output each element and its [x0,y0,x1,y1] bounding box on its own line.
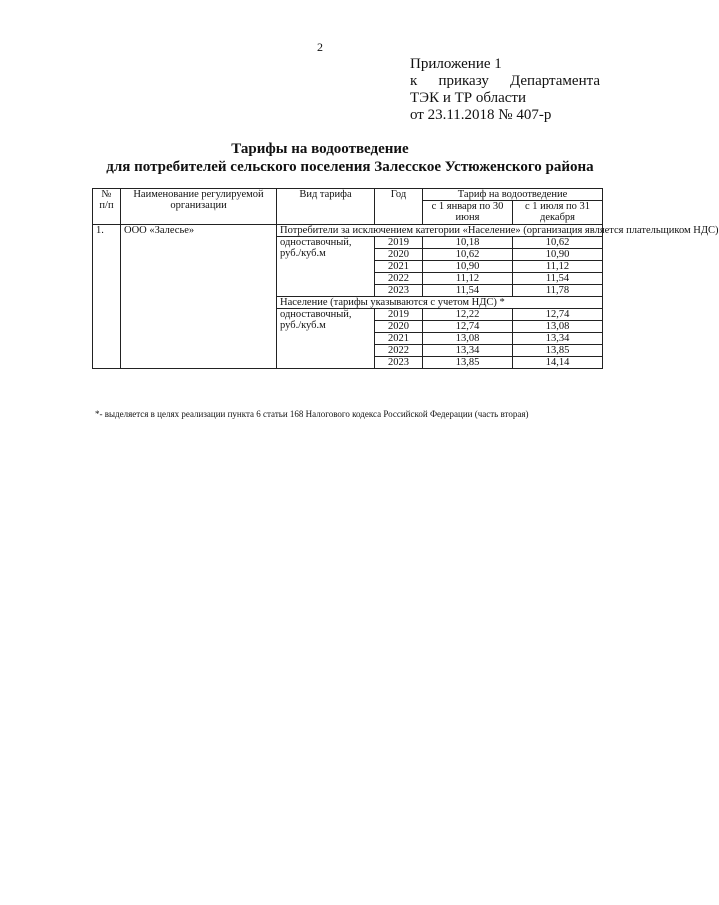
appendix-word: Департамента [509,73,600,89]
header-year: Год [375,189,423,225]
value-first-half: 10,18 [423,237,513,249]
header-tariff: Тариф на водоотведение [423,189,603,201]
appendix-department: ТЭК и ТР области [410,90,526,106]
value-second-half: 10,62 [513,237,603,249]
page-number: 2 [317,40,323,54]
value-first-half: 10,90 [423,261,513,273]
header-first-half: с 1 января по 30 июня [423,201,513,225]
year-cell: 2019 [375,309,423,321]
year-cell: 2022 [375,345,423,357]
appendix-date: от 23.11.2018 № 407-р [410,107,552,123]
organization-name: ООО «Залесье» [121,225,277,369]
title-line-2: для потребителей сельского поселения Залесское Устюженского района [106,159,594,175]
appendix-block [410,56,600,124]
header-kind: Вид тарифа [277,189,375,225]
tariff-table [92,188,719,369]
tariff-kind: одноставочный, руб./куб.м [277,309,375,369]
header-num: № п/п [93,189,121,225]
header-second-half: с 1 июля по 31 декабря [513,201,603,225]
value-second-half: 12,74 [513,309,603,321]
value-second-half: 10,90 [513,249,603,261]
header-org: Наименование регулируемой организации [121,189,277,225]
value-second-half: 14,14 [513,357,603,369]
table-row [93,225,603,237]
year-cell: 2019 [375,237,423,249]
value-first-half: 13,85 [423,357,513,369]
year-cell: 2022 [375,273,423,285]
category-note: Население (тарифы указываются с учетом НДС) * [277,297,603,309]
category-note: Потребители за исключением категории «Население» (организация является плательщиком НДС) [277,225,603,237]
value-first-half: 13,34 [423,345,513,357]
year-cell: 2021 [375,261,423,273]
value-second-half: 11,12 [513,261,603,273]
year-cell: 2021 [375,333,423,345]
year-cell: 2020 [375,321,423,333]
value-second-half: 11,78 [513,285,603,297]
tariff-kind: одноставочный, руб./куб.м [277,237,375,297]
year-cell: 2020 [375,249,423,261]
appendix-order-line [410,73,600,90]
title-line-1: Тарифы на водоотведение [231,141,409,157]
value-first-half: 11,54 [423,285,513,297]
value-second-half: 13,85 [513,345,603,357]
value-second-half: 13,34 [513,333,603,345]
value-first-half: 10,62 [423,249,513,261]
value-second-half: 11,54 [513,273,603,285]
value-first-half: 11,12 [423,273,513,285]
row-number: 1. [93,225,121,369]
value-second-half: 13,08 [513,321,603,333]
footnote: *- выделяется в целях реализации пункта 6 статьи 168 Налогового кодекса Российской Федерации (часть вторая) [95,409,529,419]
value-first-half: 13,08 [423,333,513,345]
value-first-half: 12,22 [423,309,513,321]
appendix-title: Приложение 1 [410,56,502,72]
year-cell: 2023 [375,285,423,297]
value-first-half: 12,74 [423,321,513,333]
document-title [0,140,640,176]
appendix-word: к [410,73,418,89]
year-cell: 2023 [375,357,423,369]
appendix-word: приказу [438,73,489,89]
